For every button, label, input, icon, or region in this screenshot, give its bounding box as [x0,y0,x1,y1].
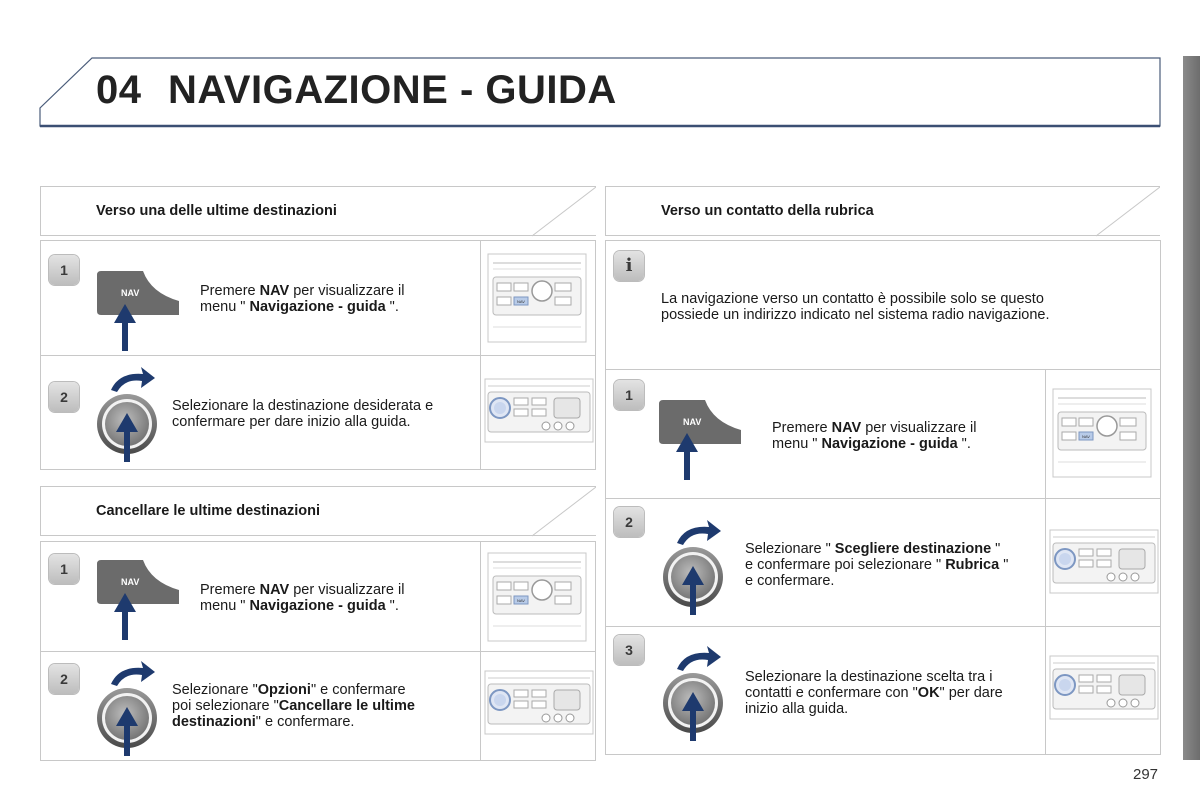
radio-panel-knob-illustration [484,670,594,735]
chapter-number: 04 [96,68,142,112]
step-instruction: Premere NAV per visualizzare il menu " Navigazione - guida ". [200,283,405,315]
step-row [606,369,1160,498]
info-icon: i [614,251,644,281]
step-instruction: Selezionare "Opzioni" e confermare poi selezionare "Cancellare le ultime destinazioni" e confermare. [172,682,415,730]
step-row [41,355,595,469]
info-note: La navigazione verso un contatto è possibile solo se questo possiede un indirizzo indicato nel sistema radio navigazione. [661,291,1050,323]
step-number-badge: 1 [614,380,644,410]
rotary-knob-icon [95,658,165,758]
steps-panel-clear-destinations [40,541,596,761]
step-number-badge: 2 [614,507,644,537]
section-header-contact [605,186,1160,236]
header-corner [1096,187,1160,237]
section-title: Cancellare le ultime destinazioni [96,503,321,519]
step-instruction: Premere NAV per visualizzare il menu " Navigazione - guida ". [772,420,977,452]
step-number-badge: 1 [49,554,79,584]
radio-panel-knob-illustration [484,378,594,443]
step-row [41,651,595,760]
nav-button-icon [95,271,185,351]
step-number-badge: 1 [49,255,79,285]
rotary-knob-icon [661,517,731,617]
radio-panel-nav-illustration [487,552,587,642]
section-title: Verso un contatto della rubrica [661,203,874,219]
step-instruction: Selezionare la destinazione scelta tra i contatti e confermare con "OK" per dare inizio alla guida. [745,669,1003,717]
step-row [41,241,595,355]
rotary-knob-icon [661,643,731,743]
step-row [606,498,1160,626]
section-title: Verso una delle ultime destinazioni [96,203,337,219]
step-instruction: Selezionare la destinazione desiderata e confermare per dare inizio alla guida. [172,398,434,430]
page-number: 297 [1133,766,1159,783]
radio-panel-nav-illustration [487,253,587,343]
header-corner [532,187,596,237]
page-title: NAVIGAZIONE - GUIDA [168,68,617,112]
radio-illustration-cell [480,356,595,469]
radio-panel-knob-illustration [1049,655,1159,720]
section-header-clear-destinations [40,486,596,536]
rotary-knob-icon [95,364,165,464]
info-row [606,241,1160,369]
radio-illustration-cell [1045,627,1160,754]
section-header-recent-destinations [40,186,596,236]
step-instruction: Premere NAV per visualizzare il menu " Navigazione - guida ". [200,582,405,614]
nav-button-icon [657,400,747,480]
radio-illustration-cell [480,542,595,651]
radio-illustration-cell [1045,370,1160,498]
radio-panel-knob-illustration [1049,529,1159,594]
chapter-side-tab [1183,56,1200,760]
step-row [41,542,595,651]
radio-panel-nav-illustration [1052,388,1152,478]
radio-illustration-cell [1045,499,1160,626]
step-number-badge: 3 [614,635,644,665]
step-number-badge: 2 [49,664,79,694]
radio-illustration-cell [480,652,595,760]
step-instruction: Selezionare " Scegliere destinazione " e confermare poi selezionare " Rubrica " e confermare. [745,541,1009,589]
header-corner [532,487,596,537]
nav-button-icon [95,560,185,640]
radio-illustration-cell [480,241,595,355]
step-number-badge: 2 [49,382,79,412]
step-row [606,626,1160,754]
steps-panel-contact [605,240,1161,755]
steps-panel-recent-destinations [40,240,596,470]
